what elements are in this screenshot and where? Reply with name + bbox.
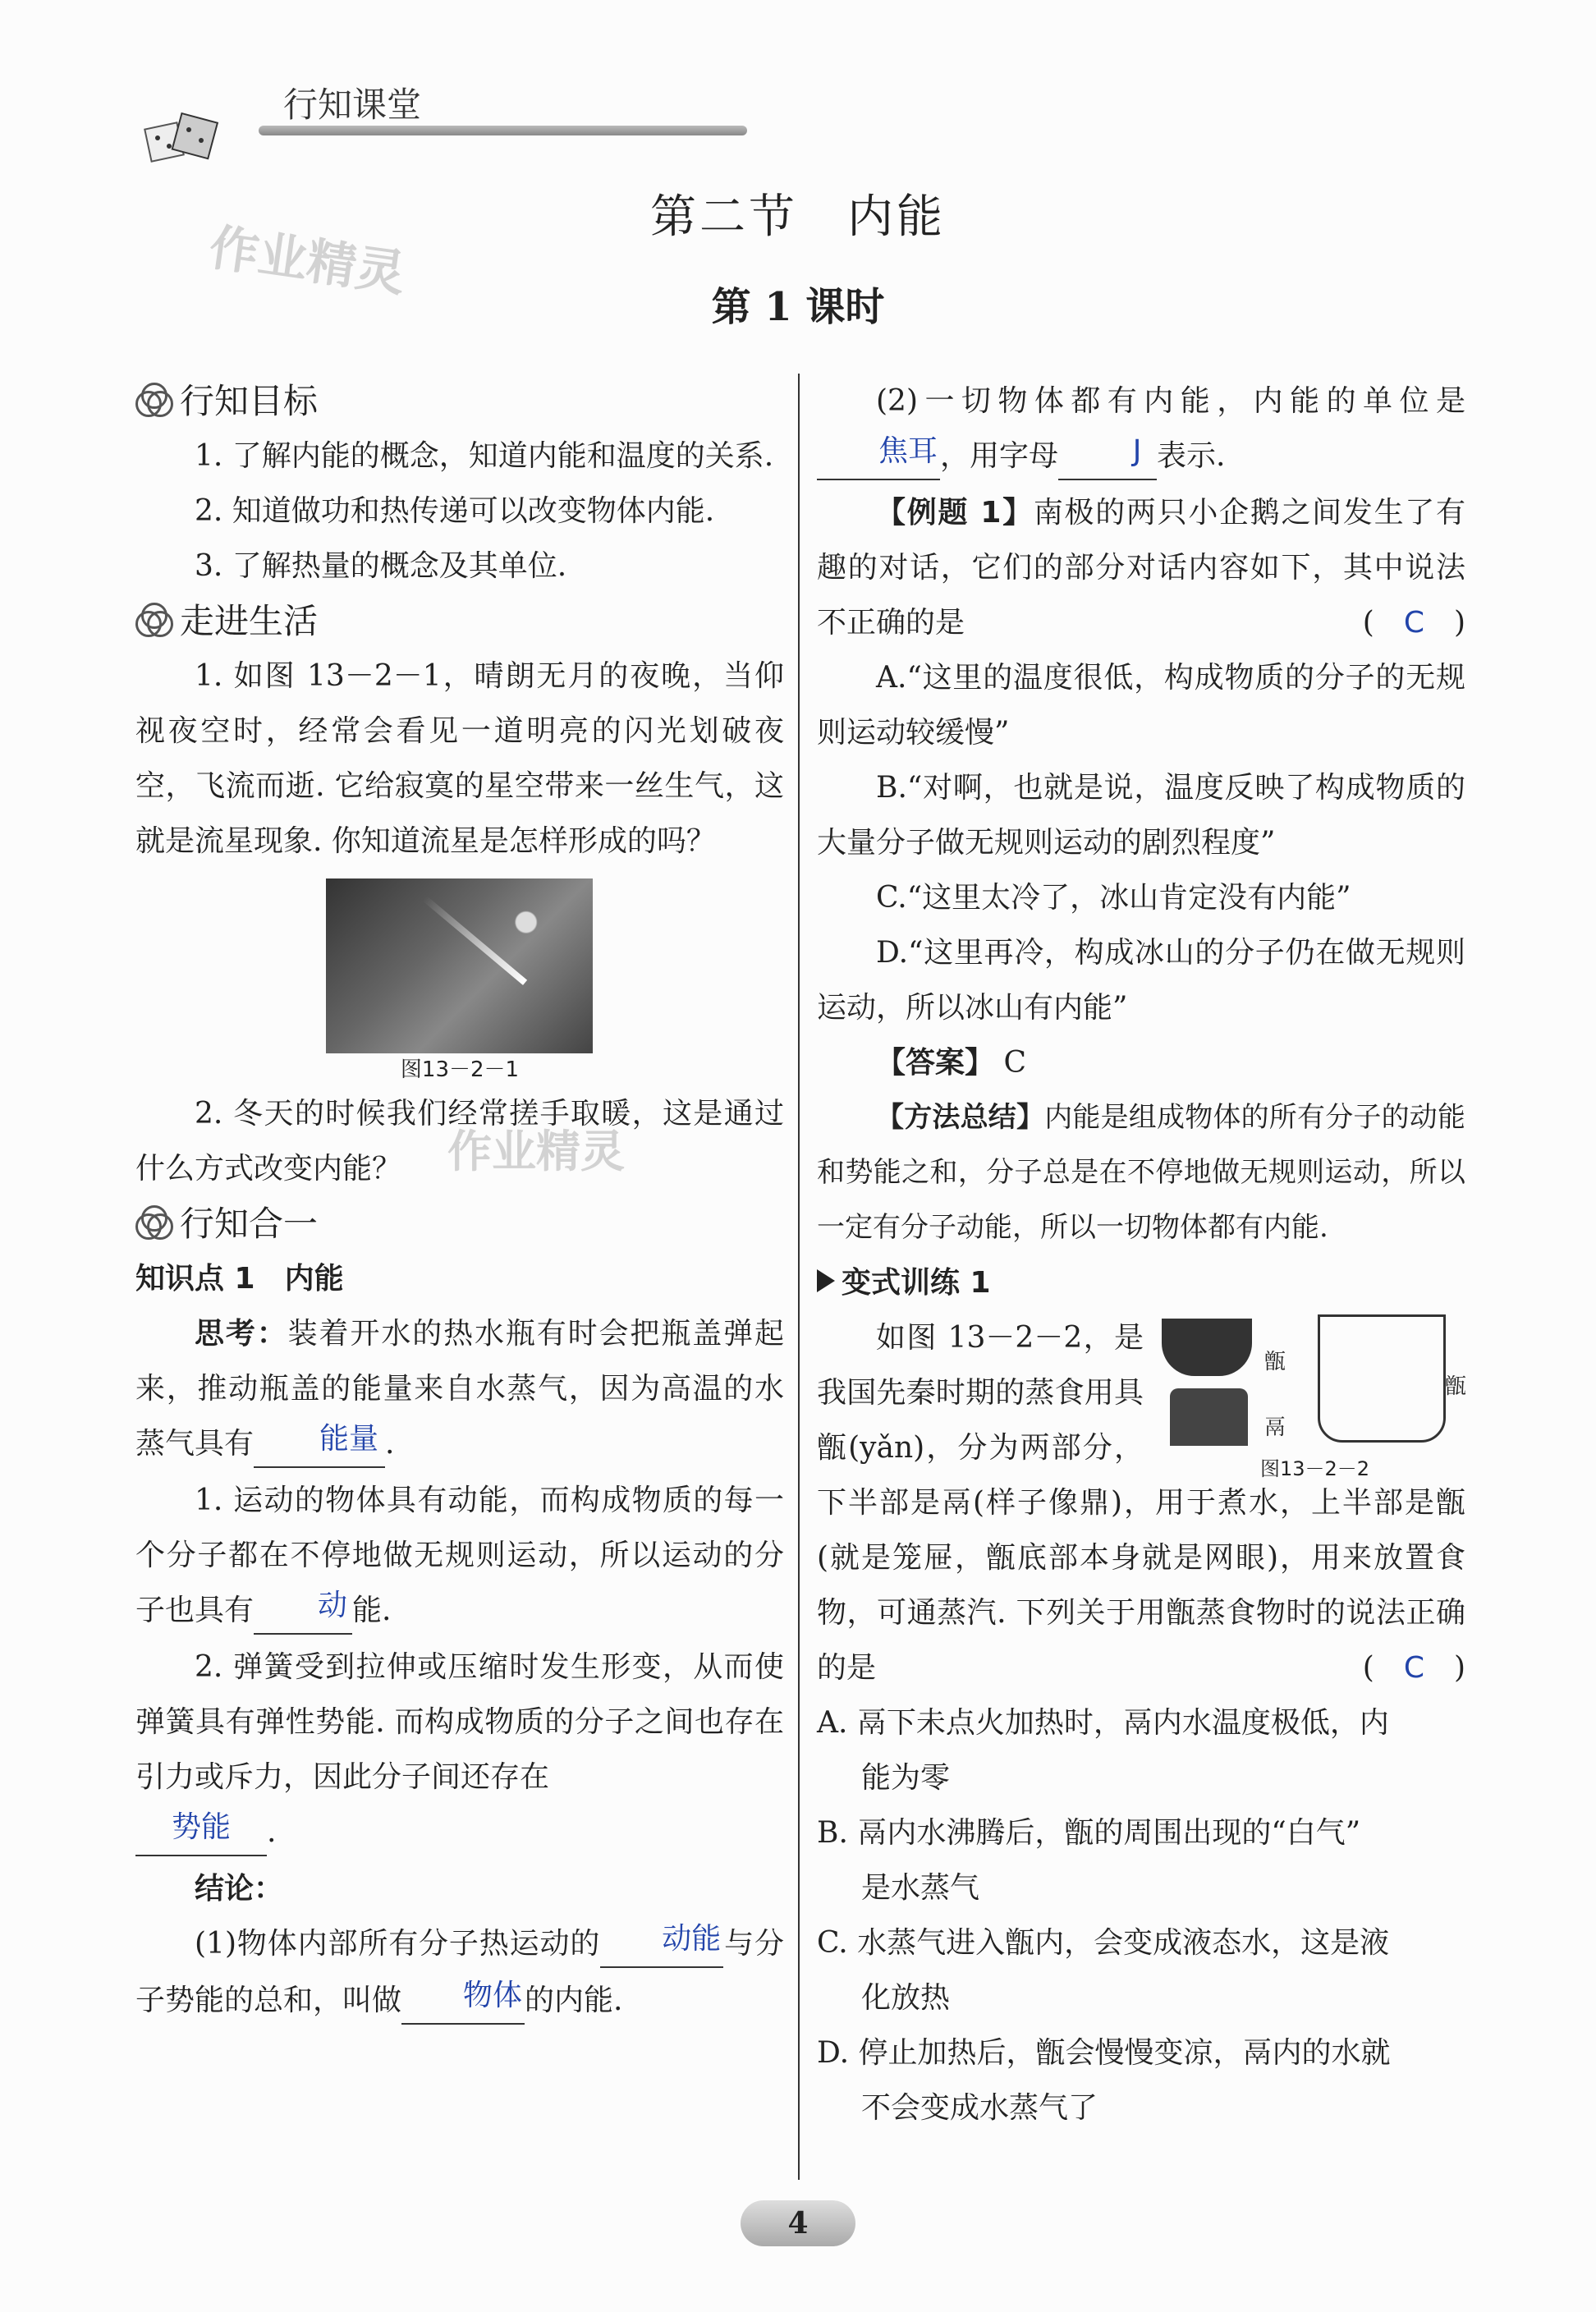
answer-label: 【答案】 xyxy=(876,1046,995,1080)
conclusion-2-answer-2: J xyxy=(1058,424,1157,480)
rings-icon xyxy=(135,1205,173,1243)
variant-choice-value: C xyxy=(1403,1651,1424,1685)
figure-2-label-1: 甑 xyxy=(1264,1350,1286,1374)
page-number: 4 xyxy=(741,2200,855,2246)
answer xyxy=(817,1035,1465,1090)
figure-caption-1: 图13－2－1 xyxy=(400,1057,520,1082)
section-goals-label: 行知目标 xyxy=(180,381,319,421)
variant-option-b: B. 鬲内水沸腾后，甑的周围出现的“白气” xyxy=(817,1816,1361,1850)
point-2-answer: 势能 xyxy=(135,1800,267,1856)
goal-3: 3. 了解热量的概念及其单位. xyxy=(195,549,567,583)
option-b: B.“对啊，也就是说，温度反映了构成物质的大量分子做无规则运动的剧烈程度” xyxy=(817,771,1465,860)
conclusion-1-mid: 与分子势能的总和，叫做 xyxy=(135,1927,784,2017)
variant-option-a-cont: 能为零 xyxy=(861,1761,951,1795)
header xyxy=(140,78,608,144)
conclusion-1-tail: 的内能. xyxy=(525,1984,623,2017)
method-text: 内能是组成物体的所有分子的动能和势能之和，分子总是在不停地做无规则运动，所以一定有分子动能，所以一切物体都有内能. xyxy=(817,1101,1466,1244)
figure-caption-2: 图13－2－2 xyxy=(1260,1457,1370,1480)
point-1 xyxy=(135,1473,784,1640)
variant-option-c-cont: 化放热 xyxy=(861,1981,951,2015)
figure-2-label-3: 甑 xyxy=(1445,1374,1467,1399)
variant-option-d: D. 停止加热后，甑会慢慢变凉，鬲内的水就 xyxy=(817,2036,1391,2070)
conclusion-1-text: (1)物体内部所有分子热运动的 xyxy=(195,1927,601,1961)
conclusion-1 xyxy=(135,1916,784,2030)
method-summary xyxy=(817,1090,1465,1255)
think-text: 装着开水的热水瓶有时会把瓶盖弹起来，推动瓶盖的能量来自水蒸气，因为高温的水蒸气具有 xyxy=(135,1317,784,1461)
triangle-icon xyxy=(817,1269,835,1292)
steamer-figure xyxy=(1153,1310,1467,1480)
life-question-2: 2. 冬天的时候我们经常搓手取暖，这是通过什么方式改变内能？ xyxy=(135,1097,784,1186)
point-1-text: 1. 运动的物体具有动能，而构成物质的每一个分子都在不停地做无规则运动，所以运动的分子也具有 xyxy=(135,1484,784,1627)
dice-logo-icon xyxy=(140,109,263,154)
rings-icon xyxy=(135,383,173,420)
option-a: A.“这里的温度很低，构成物质的分子的无规则运动较缓慢” xyxy=(817,661,1465,750)
think-label: 思考： xyxy=(195,1317,288,1351)
section-life-label: 走进生活 xyxy=(180,601,319,641)
lesson-title: 第 1 课时 xyxy=(711,284,885,330)
variant-option-c: C. 水蒸气进入甑内，会变成液态水，这是液 xyxy=(817,1926,1390,1960)
header-title: 行知课堂 xyxy=(283,85,422,125)
point-1-tail: 能. xyxy=(352,1594,392,1627)
method-label: 【方法总结】 xyxy=(876,1101,1045,1134)
example-choice-value: C xyxy=(1403,606,1424,640)
watermark-photo: 作业精灵 xyxy=(447,1126,625,1177)
variant-label: 变式训练 1 xyxy=(842,1266,991,1300)
section-title: 第二节 内能 xyxy=(650,190,946,244)
section-goals xyxy=(135,374,784,429)
steamer-sketch xyxy=(1318,1314,1446,1443)
point-2 xyxy=(135,1640,784,1805)
conclusion-2-tail: 表示. xyxy=(1157,439,1226,473)
life-question-1: 1. 如图 13－2－1，晴朗无月的夜晚，当仰视夜空时，经常会看见一道明亮的闪光划破夜空，飞流而逝. 它给寂寞的星空带来一丝生气，这就是流星现象. 你知道流星是怎样形成的吗？ xyxy=(135,659,784,858)
think-paragraph: 思考：装着开水的热水瓶有时会把瓶盖弹起来，推动瓶盖的能量来自水蒸气，因为高温的水蒸气具有 能量 . xyxy=(135,1306,784,1473)
goal-1: 1. 了解内能的概念，知道内能和温度的关系. xyxy=(195,439,774,473)
watermark-top: 作业精灵 xyxy=(205,218,410,304)
variant-option-d-cont: 不会变成水蒸气了 xyxy=(861,2091,1098,2125)
conclusion-2-answer-1: 焦耳 xyxy=(817,424,940,480)
variant-option-a: A. 鬲下未点火加热时，鬲内水温度极低，内 xyxy=(817,1706,1389,1740)
column-divider xyxy=(798,374,800,2180)
conclusion-2 xyxy=(817,374,1465,485)
example-1 xyxy=(817,485,1465,650)
figure-2-label-2: 鬲 xyxy=(1264,1415,1286,1440)
section-practice xyxy=(135,1196,784,1251)
option-d: D.“这里再冷，构成冰山的分子仍在做无规则运动，所以冰山有内能” xyxy=(817,936,1465,1025)
variant-text: 如图 13－2－2，是我国先秦时期的蒸食用具甑(yǎn)，分为两部分，下半部是鬲(样子像鼎)，用于煮水，上半部是甑(就是笼屉，甑底部本身就是网眼)，用来放置食物，可通蒸汽. 下列关于用甑蒸食物时的说法正确的是 xyxy=(817,1321,1465,1685)
point-2-answer-line: 势能 . xyxy=(135,1805,784,1861)
left-column xyxy=(135,374,784,2030)
steamer-pot-image xyxy=(1162,1319,1252,1376)
answer-value: C xyxy=(1003,1046,1027,1080)
section-practice-label: 行知合一 xyxy=(180,1204,319,1244)
point-2-text: 2. 弹簧受到拉伸或压缩时发生形变，从而使弹簧具有弹性势能. 而构成物质的分子之间也存在引力或斥力，因此分子间还存在 xyxy=(135,1650,784,1794)
variant-choice: ( C ) xyxy=(1362,1651,1465,1685)
rings-icon xyxy=(135,603,173,640)
variant-option-b-cont: 是水蒸气 xyxy=(861,1871,980,1905)
think-answer: 能量 xyxy=(254,1411,385,1468)
conclusion-2-text: (2)一切物体都有内能，内能的单位是 xyxy=(876,384,1465,418)
example-text: 南极的两只小企鹅之间发生了有趣的对话，它们的部分对话内容如下，其中说法不正确的是 xyxy=(817,496,1465,640)
conclusion-label: 结论： xyxy=(195,1872,284,1906)
conclusion-2-mid: ，用字母 xyxy=(940,439,1059,473)
option-c: C.“这里太冷了，冰山肯定没有内能” xyxy=(876,881,1351,915)
example-choice: ( C ) xyxy=(1362,606,1465,640)
steamer-stand-image xyxy=(1170,1388,1248,1446)
right-column xyxy=(817,374,1465,2135)
example-label: 【例题 1】 xyxy=(876,496,1034,530)
section-life xyxy=(135,594,784,649)
conclusion-1-answer-2: 物体 xyxy=(401,1968,525,2025)
goal-2: 2. 知道做功和热传递可以改变物体内能. xyxy=(195,494,715,528)
point-1-answer: 动 xyxy=(254,1578,352,1635)
conclusion-1-answer-1: 动能 xyxy=(600,1911,723,1968)
knowledge-point-1: 知识点 1 内能 xyxy=(135,1262,344,1296)
meteor-photo xyxy=(326,878,593,1053)
variant-heading xyxy=(817,1255,1465,1310)
